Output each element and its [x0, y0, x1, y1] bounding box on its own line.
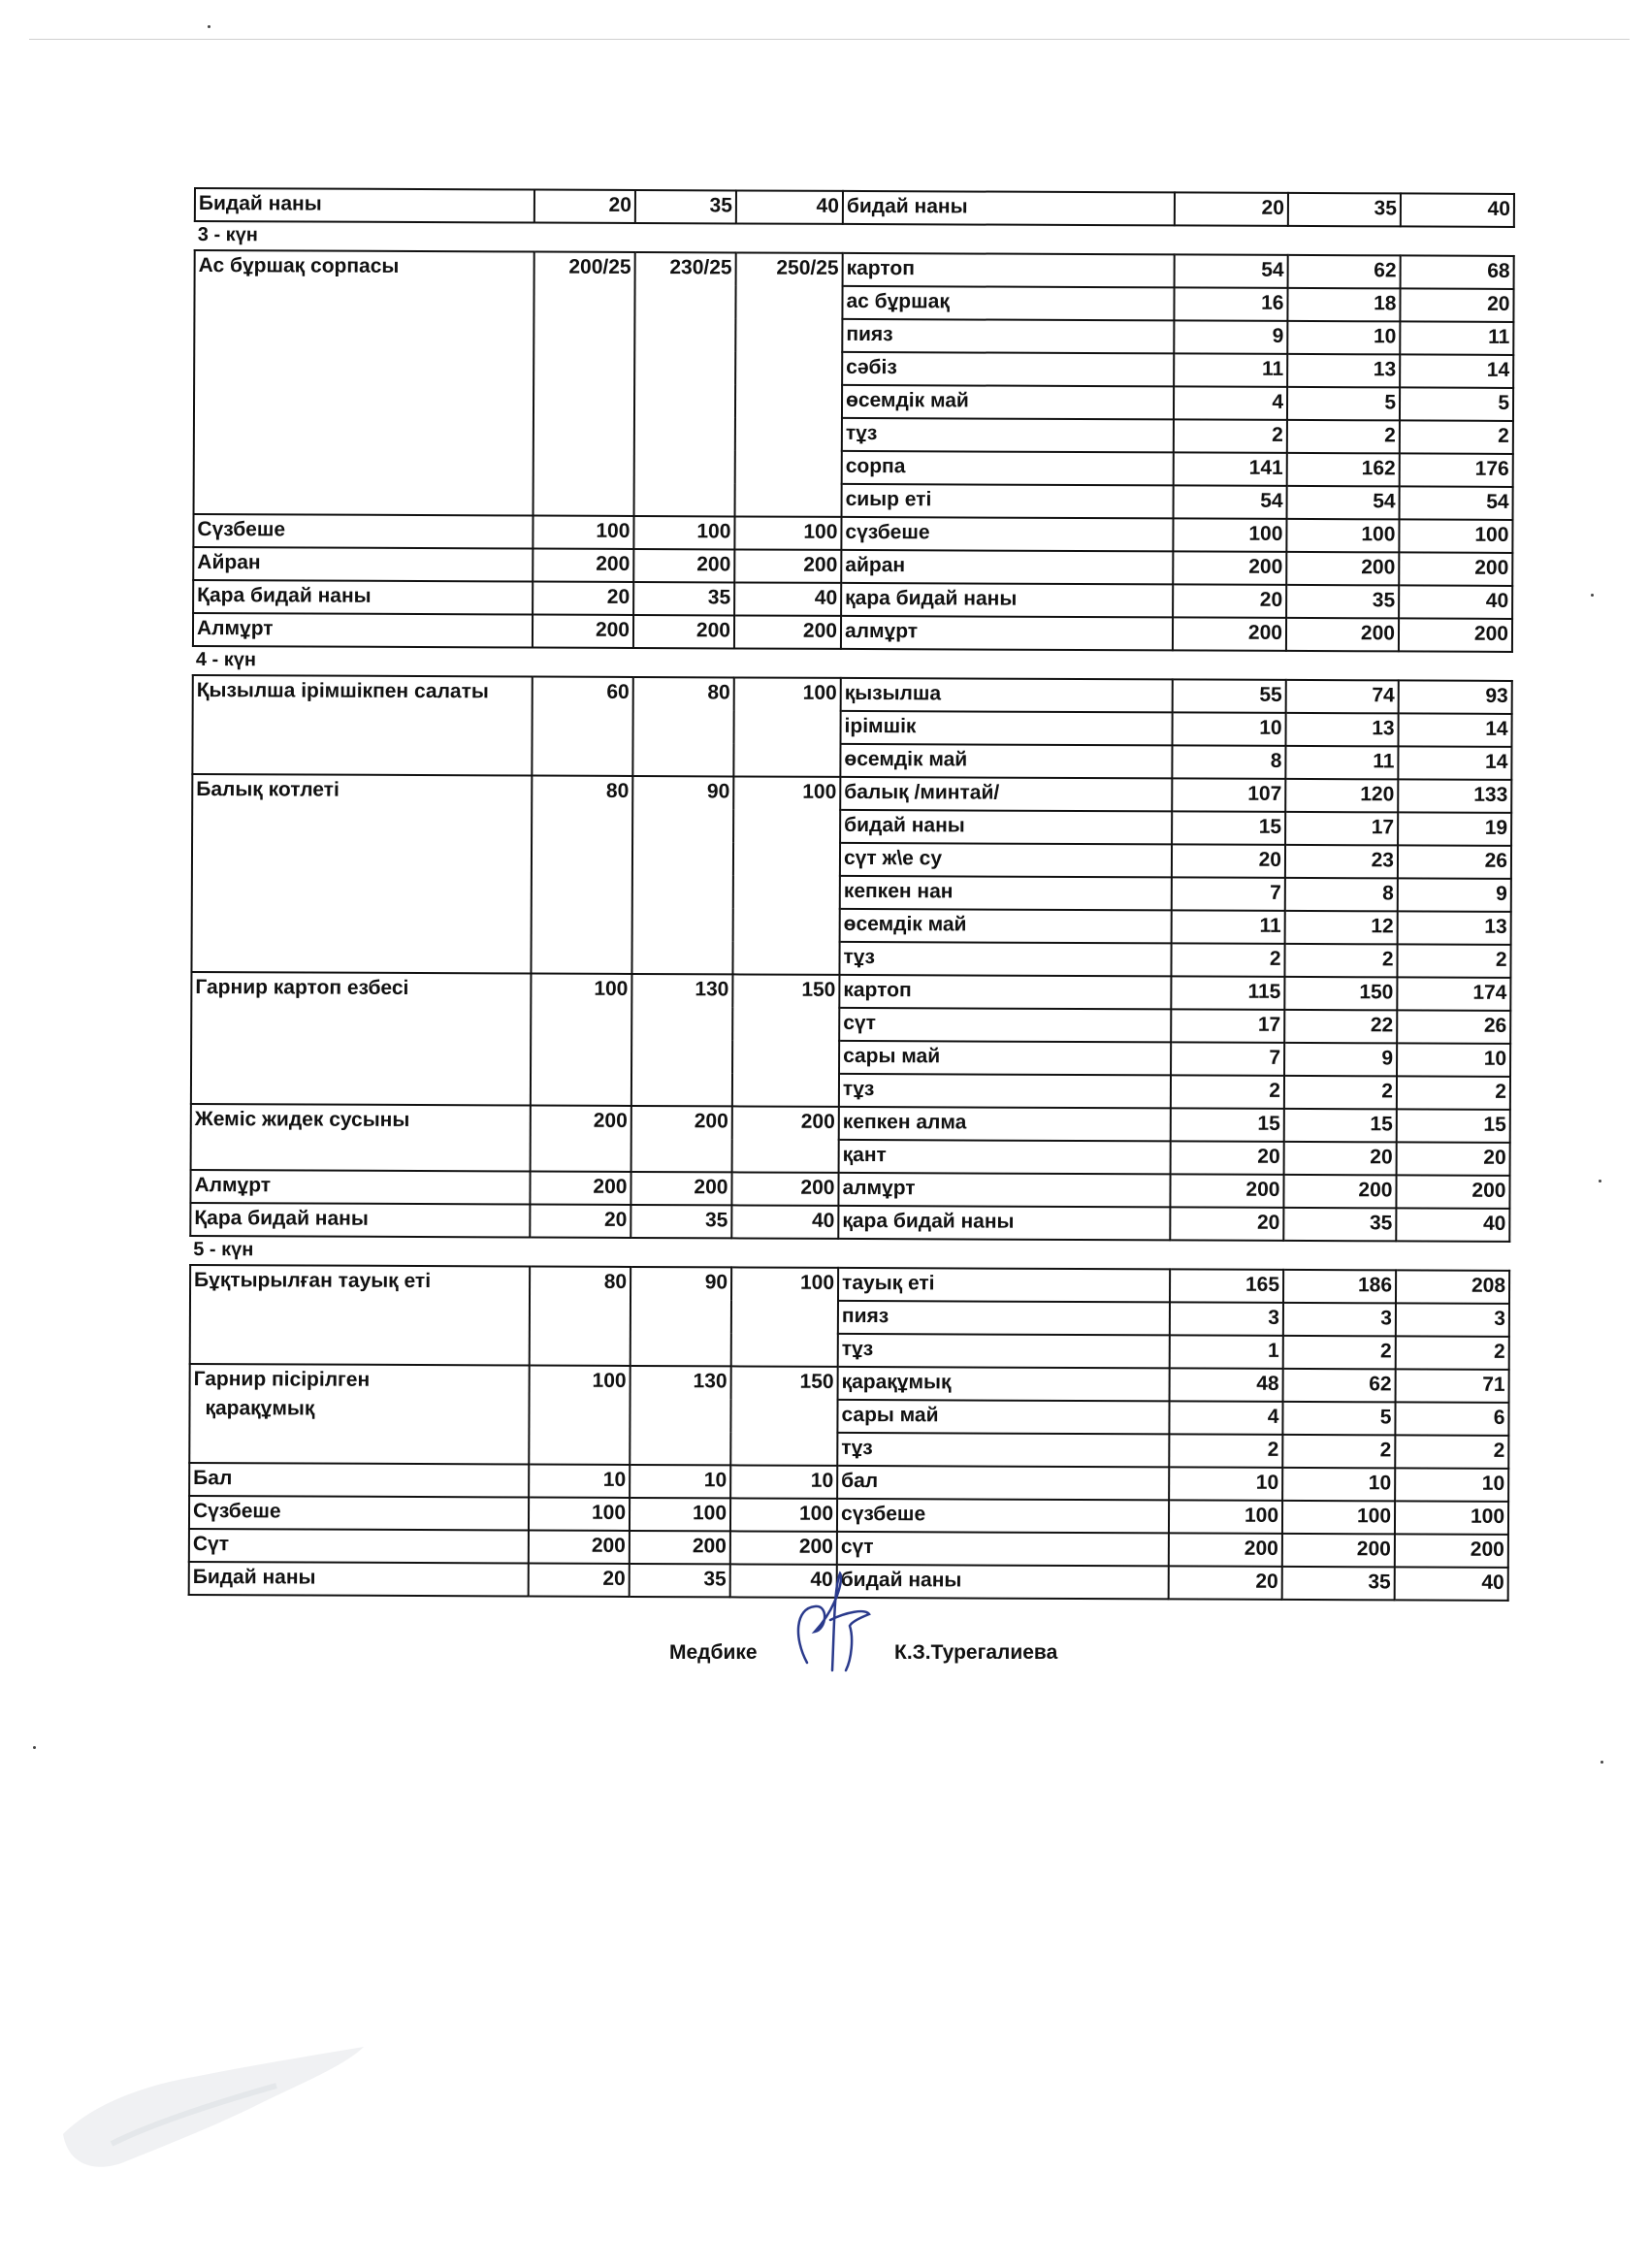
scan-speck: [208, 25, 210, 28]
dish-name-text: Алмұрт: [194, 1174, 272, 1197]
product-qty-2: 35: [1288, 193, 1401, 227]
product-qty-3: 2: [1397, 1076, 1510, 1110]
product-qty-1: 2: [1171, 1075, 1284, 1109]
portion-2: 200: [633, 615, 734, 648]
product-qty-3: 68: [1401, 255, 1514, 289]
product-name: сүзбеше: [841, 517, 1173, 551]
dish-name: [189, 1463, 529, 1498]
product-name: картоп: [843, 253, 1175, 287]
product-qty-2: 200: [1286, 552, 1399, 586]
dish-name: [193, 613, 533, 648]
portion-1: 200: [530, 1172, 630, 1205]
product-name: сары май: [839, 1041, 1171, 1075]
scan-speck: [33, 1746, 36, 1749]
product-qty-3: 200: [1399, 552, 1512, 586]
product-qty-3: 133: [1398, 779, 1511, 813]
portion-2: 200: [631, 1106, 732, 1172]
table-row: [195, 250, 1514, 289]
dish-name: [189, 1496, 529, 1531]
product-qty-3: 200: [1396, 1175, 1509, 1209]
product-name: сиыр еті: [842, 484, 1174, 518]
portion-1: 20: [530, 1205, 630, 1238]
product-qty-2: 11: [1285, 746, 1398, 780]
portion-2: 90: [630, 1267, 731, 1366]
table-row: [193, 675, 1512, 714]
portion-3: 10: [730, 1465, 837, 1498]
portion-1: 100: [531, 974, 632, 1106]
product-qty-1: 20: [1173, 584, 1286, 618]
product-qty-3: 2: [1397, 944, 1510, 978]
product-name: тұз: [838, 1334, 1170, 1368]
product-qty-1: 11: [1172, 910, 1285, 944]
scan-speck: [1591, 594, 1594, 597]
product-qty-2: 100: [1286, 519, 1399, 553]
dish-name-text: Қара бидай наны: [197, 584, 372, 607]
product-qty-2: 18: [1287, 288, 1400, 322]
product-name: айран: [841, 550, 1173, 584]
dish-name-text: Жеміс жидек сусыны: [194, 1108, 410, 1131]
product-name: қант: [839, 1140, 1171, 1174]
product-qty-2: 2: [1284, 1076, 1397, 1110]
product-qty-2: 13: [1287, 354, 1400, 388]
product-qty-3: 200: [1399, 618, 1512, 652]
product-qty-1: 100: [1169, 1500, 1282, 1534]
portion-3: 250/25: [735, 252, 843, 516]
product-qty-1: 2: [1171, 943, 1284, 977]
portion-3: 100: [731, 1267, 838, 1366]
portion-2: 90: [631, 776, 733, 974]
product-qty-2: 54: [1287, 486, 1400, 520]
product-qty-2: 200: [1283, 1175, 1396, 1209]
portion-1: 100: [529, 1498, 630, 1531]
portion-3: 100: [730, 1498, 837, 1531]
day-title: 3 - күн: [197, 224, 258, 246]
product-qty-3: 10: [1397, 1043, 1510, 1077]
dish-name-text: Айран: [197, 551, 261, 574]
dish-name: [194, 250, 534, 516]
menu-table-body: [189, 188, 1514, 1601]
portion-3: 40: [736, 190, 843, 223]
product-name: кепкен алма: [839, 1107, 1171, 1141]
dish-name-text: Ас бұршақ сорпасы: [198, 254, 400, 277]
dish-name: [195, 188, 534, 223]
product-qty-1: 4: [1169, 1401, 1282, 1435]
product-name: сүзбеше: [837, 1499, 1169, 1533]
product-name: пияз: [838, 1301, 1170, 1335]
product-name: тауық еті: [838, 1268, 1170, 1302]
portion-1: 80: [531, 776, 632, 974]
product-qty-1: 10: [1172, 712, 1285, 746]
portion-3: 200: [731, 1172, 838, 1205]
product-qty-3: 54: [1400, 486, 1513, 520]
scan-smudge: [53, 2027, 383, 2183]
product-qty-2: 35: [1286, 585, 1399, 619]
portion-2: 35: [633, 582, 734, 615]
product-qty-3: 14: [1400, 354, 1513, 388]
product-qty-2: 17: [1285, 812, 1398, 846]
product-qty-1: 9: [1174, 320, 1287, 354]
product-qty-1: 16: [1174, 287, 1287, 321]
portion-1: 200: [533, 549, 633, 582]
product-qty-3: 40: [1399, 585, 1512, 619]
dish-name-text: Балық котлеті: [196, 778, 340, 801]
product-name: бидай наны: [843, 191, 1175, 225]
product-qty-2: 9: [1284, 1043, 1397, 1077]
product-qty-1: 3: [1170, 1302, 1283, 1336]
product-qty-3: 15: [1397, 1109, 1510, 1143]
day-title: 5 - күн: [193, 1239, 254, 1261]
dish-name: [192, 675, 532, 776]
product-qty-2: 200: [1282, 1534, 1395, 1568]
portion-1: 10: [529, 1465, 630, 1498]
product-qty-1: 15: [1172, 811, 1285, 845]
product-qty-2: 3: [1283, 1303, 1396, 1337]
product-qty-2: 120: [1285, 779, 1398, 813]
product-name: өсемдік май: [840, 909, 1172, 943]
product-qty-2: 35: [1282, 1567, 1395, 1601]
portion-1: 60: [532, 677, 632, 776]
portion-1: 200: [529, 1531, 630, 1564]
product-qty-1: 165: [1170, 1269, 1283, 1303]
product-qty-2: 200: [1286, 618, 1399, 652]
product-qty-2: 5: [1282, 1402, 1395, 1436]
product-qty-2: 186: [1283, 1270, 1396, 1304]
product-qty-1: 107: [1172, 778, 1285, 812]
dish-name: [193, 547, 533, 582]
product-name: сүт: [837, 1532, 1169, 1566]
product-qty-3: 19: [1398, 812, 1511, 846]
portion-3: 100: [734, 516, 841, 549]
portion-2: 35: [630, 1564, 730, 1597]
portion-3: 200: [732, 1106, 839, 1172]
product-qty-3: 10: [1395, 1468, 1508, 1502]
product-name: қызылша: [841, 678, 1173, 712]
product-name: картоп: [839, 975, 1171, 1009]
portion-3: 200: [734, 549, 841, 582]
dish-name: [193, 514, 533, 549]
portion-2: 130: [631, 974, 733, 1106]
product-qty-3: 20: [1397, 1142, 1510, 1176]
portion-1: 100: [533, 516, 633, 549]
product-qty-3: 100: [1399, 519, 1512, 553]
dish-name: [189, 1364, 529, 1465]
portion-1: 100: [529, 1366, 630, 1465]
menu-page: [188, 187, 1513, 1602]
product-qty-2: 20: [1284, 1142, 1397, 1176]
portion-2: 200: [630, 1172, 731, 1205]
portion-3: 40: [730, 1564, 837, 1597]
portion-1: 20: [534, 190, 635, 223]
product-qty-1: 2: [1174, 419, 1287, 453]
product-name: сары май: [837, 1400, 1169, 1434]
scan-speck: [1599, 1180, 1601, 1183]
product-name: пияз: [842, 319, 1174, 353]
portion-1: 20: [533, 582, 633, 615]
product-qty-3: 5: [1400, 387, 1513, 421]
product-qty-2: 8: [1285, 878, 1398, 912]
product-qty-3: 40: [1396, 1208, 1509, 1242]
product-qty-3: 2: [1395, 1435, 1508, 1469]
product-qty-1: 115: [1171, 976, 1284, 1010]
product-qty-2: 2: [1284, 944, 1397, 978]
product-name: алмұрт: [841, 616, 1173, 650]
product-qty-2: 23: [1285, 845, 1398, 879]
product-qty-2: 100: [1282, 1501, 1395, 1535]
dish-name-text: Бал: [193, 1467, 233, 1490]
product-qty-1: 7: [1171, 1042, 1284, 1076]
product-qty-2: 5: [1287, 387, 1400, 421]
product-qty-2: 35: [1283, 1208, 1396, 1242]
product-qty-1: 10: [1169, 1467, 1282, 1501]
product-name: тұз: [837, 1433, 1169, 1467]
product-qty-1: 11: [1174, 353, 1287, 387]
product-qty-1: 7: [1172, 877, 1285, 911]
product-qty-3: 6: [1395, 1402, 1508, 1436]
signature-block: [669, 1570, 1251, 1676]
product-qty-1: 200: [1169, 1533, 1282, 1567]
dish-name-text: қарақұмық: [205, 1397, 315, 1420]
product-qty-1: 20: [1169, 1566, 1282, 1600]
product-qty-3: 71: [1396, 1369, 1509, 1403]
handwritten-signature: [776, 1570, 883, 1676]
product-name: бидай наны: [837, 1565, 1169, 1599]
product-qty-1: 200: [1173, 617, 1286, 651]
product-name: алмұрт: [838, 1173, 1170, 1207]
product-qty-3: 13: [1398, 911, 1511, 945]
product-qty-1: 54: [1175, 254, 1288, 288]
product-qty-2: 10: [1282, 1468, 1395, 1502]
product-qty-3: 40: [1395, 1567, 1508, 1601]
portion-3: 40: [734, 582, 841, 615]
product-qty-3: 93: [1399, 680, 1512, 714]
product-qty-3: 40: [1401, 193, 1514, 227]
dish-name-text: Бұқтырылған тауық еті: [194, 1269, 432, 1293]
portion-2: 100: [633, 516, 734, 549]
product-name: тұз: [839, 1074, 1171, 1108]
portion-1: 80: [530, 1267, 630, 1366]
product-qty-1: 2: [1169, 1434, 1282, 1468]
product-qty-1: 200: [1170, 1174, 1283, 1208]
signature-name: К.З.Турегалиева: [894, 1641, 1058, 1664]
product-qty-2: 162: [1287, 453, 1400, 487]
dish-name-text: Сүзбеше: [197, 518, 286, 541]
portion-3: 200: [734, 615, 841, 648]
portion-3: 150: [732, 974, 840, 1106]
product-qty-1: 8: [1172, 745, 1285, 779]
product-qty-1: 4: [1174, 386, 1287, 420]
portion-3: 150: [730, 1366, 837, 1465]
table-row: [190, 1364, 1509, 1403]
product-qty-1: 20: [1172, 844, 1285, 878]
product-name: қара бидай наны: [841, 583, 1173, 617]
menu-table: [188, 187, 1515, 1602]
product-qty-3: 100: [1395, 1501, 1508, 1535]
product-qty-2: 10: [1287, 321, 1400, 355]
product-qty-1: 20: [1175, 192, 1288, 226]
dish-name: [190, 1203, 530, 1238]
product-qty-1: 15: [1171, 1108, 1284, 1142]
product-name: қарақұмық: [838, 1367, 1170, 1401]
dish-name-text: Сүт: [192, 1533, 230, 1556]
table-row: [192, 774, 1511, 813]
product-qty-2: 74: [1286, 680, 1399, 714]
dish-name: [190, 1265, 530, 1366]
dish-name: [189, 1529, 529, 1564]
product-qty-1: 55: [1173, 679, 1286, 713]
product-name: қара бидай наны: [838, 1206, 1170, 1240]
portion-3: 40: [731, 1205, 838, 1238]
dish-name-text: Бидай наны: [198, 192, 322, 215]
portion-3: 100: [732, 776, 840, 974]
portion-2: 200: [633, 549, 734, 582]
dish-name-text: Алмұрт: [196, 617, 274, 640]
dish-name-text: Сүзбеше: [192, 1500, 281, 1523]
product-qty-2: 12: [1285, 911, 1398, 945]
table-row: [190, 1265, 1509, 1304]
product-name: сүт ж\е су: [840, 843, 1172, 877]
day-title: 4 - күн: [195, 649, 257, 671]
dish-name-text: Қара бидай наны: [194, 1207, 369, 1230]
table-row: [191, 1104, 1510, 1143]
portion-1: 200: [531, 1106, 631, 1172]
product-qty-3: 20: [1400, 288, 1513, 322]
product-name: тұз: [842, 418, 1174, 452]
product-qty-1: 17: [1171, 1009, 1284, 1043]
scan-top-line: [29, 39, 1630, 40]
product-name: ірімшік: [841, 711, 1173, 745]
product-name: бал: [837, 1466, 1169, 1500]
portion-1: 200: [533, 615, 633, 648]
product-qty-1: 20: [1171, 1141, 1284, 1175]
product-name: бидай наны: [840, 810, 1172, 844]
portion-2: 35: [630, 1205, 731, 1238]
dish-name-text: Гарнир картоп езбесі: [195, 976, 409, 999]
product-qty-2: 2: [1282, 1435, 1395, 1469]
dish-name: [191, 774, 532, 974]
product-name: кепкен нан: [840, 876, 1172, 910]
dish-name: [191, 1104, 531, 1172]
portion-3: 200: [730, 1531, 837, 1564]
product-qty-2: 22: [1284, 1010, 1397, 1044]
product-qty-1: 141: [1174, 452, 1287, 486]
product-qty-1: 20: [1170, 1207, 1283, 1241]
product-qty-3: 208: [1396, 1270, 1509, 1304]
product-qty-3: 26: [1397, 1010, 1510, 1044]
dish-name-text: Гарнир пісірілген: [193, 1368, 371, 1391]
portion-2: 130: [630, 1366, 730, 1465]
dish-name: [189, 1562, 529, 1597]
portion-1: 200/25: [534, 252, 635, 516]
product-name: тұз: [839, 942, 1171, 976]
product-qty-1: 54: [1174, 485, 1287, 519]
portion-2: 35: [635, 190, 736, 223]
product-qty-3: 176: [1400, 453, 1513, 487]
product-qty-3: 11: [1400, 321, 1513, 355]
product-qty-3: 9: [1398, 878, 1511, 912]
table-row: [191, 972, 1510, 1011]
dish-name: [193, 580, 533, 615]
product-qty-3: 2: [1396, 1336, 1509, 1370]
dish-name-text: Бидай наны: [192, 1566, 316, 1589]
product-qty-2: 13: [1285, 713, 1398, 747]
portion-2: 230/25: [634, 252, 736, 516]
product-name: сәбіз: [842, 352, 1174, 386]
product-qty-2: 2: [1287, 420, 1400, 454]
product-name: сүт: [839, 1008, 1171, 1042]
product-qty-1: 48: [1170, 1368, 1283, 1402]
product-qty-2: 150: [1284, 977, 1397, 1011]
product-qty-2: 62: [1283, 1369, 1396, 1403]
product-qty-2: 62: [1288, 255, 1401, 289]
product-qty-3: 3: [1396, 1303, 1509, 1337]
portion-3: 100: [733, 677, 840, 776]
product-qty-3: 26: [1398, 845, 1511, 879]
signature-role: Медбике: [669, 1641, 758, 1664]
dish-name: [190, 1170, 530, 1205]
product-name: ас бұршақ: [842, 286, 1174, 320]
scan-speck: [1600, 1761, 1603, 1764]
portion-2: 100: [630, 1498, 730, 1531]
portion-1: 20: [529, 1564, 630, 1597]
product-qty-3: 2: [1400, 420, 1513, 454]
portion-2: 10: [630, 1465, 730, 1498]
product-qty-2: 2: [1283, 1336, 1396, 1370]
product-qty-1: 200: [1173, 551, 1286, 585]
product-qty-1: 1: [1170, 1335, 1283, 1369]
product-name: сорпа: [842, 451, 1174, 485]
dish-name: [191, 972, 532, 1106]
product-qty-3: 200: [1395, 1534, 1508, 1568]
dish-name-text: Қызылша ірімшікпен салаты: [196, 679, 489, 703]
product-name: өсемдік май: [840, 744, 1172, 778]
product-qty-3: 14: [1398, 746, 1511, 780]
product-qty-2: 15: [1284, 1109, 1397, 1143]
product-name: балық /минтай/: [840, 777, 1172, 811]
product-qty-1: 100: [1173, 518, 1286, 552]
product-qty-3: 174: [1397, 977, 1510, 1011]
portion-2: 200: [630, 1531, 730, 1564]
product-name: өсемдік май: [842, 385, 1174, 419]
portion-2: 80: [632, 677, 733, 776]
product-qty-3: 14: [1398, 713, 1511, 747]
